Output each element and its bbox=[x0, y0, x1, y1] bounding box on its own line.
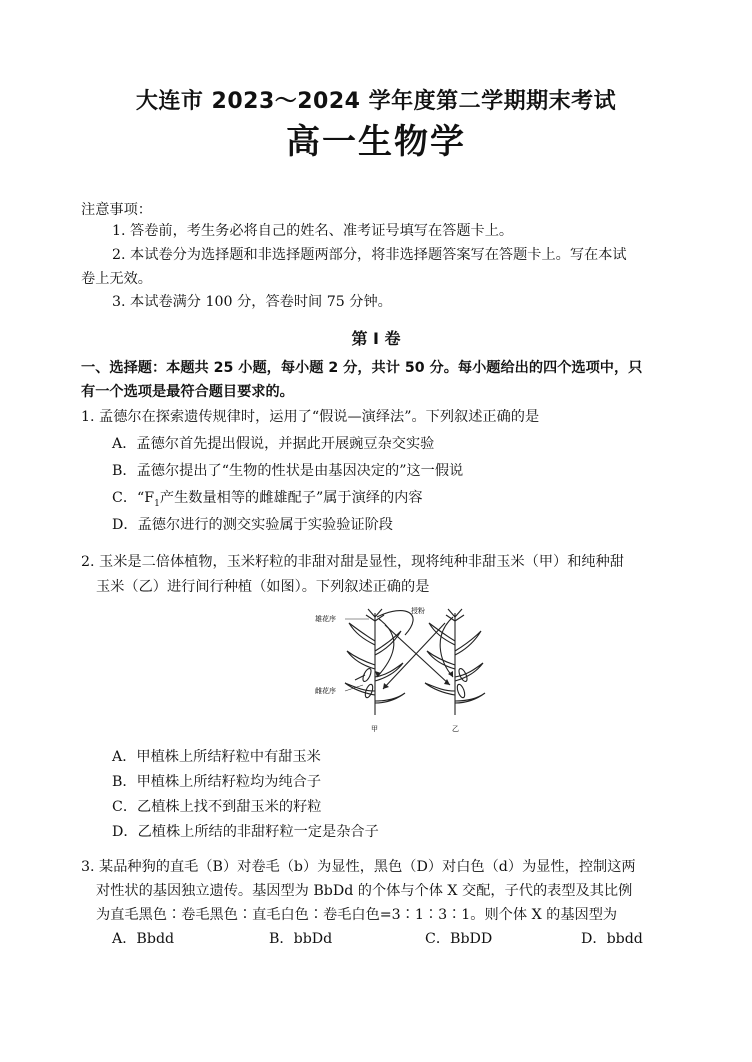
q1-option-a: A．孟德尔首先提出假说，并据此开展豌豆杂交实验 bbox=[112, 436, 435, 452]
q1-option-c: C．“$F_1$产生数量相等的雌雄配子”属于演绎的内容 bbox=[112, 490, 423, 509]
notice-item-1: 1. 答卷前，考生务必将自己的姓名、准考证号填写在答题卡上。 bbox=[112, 223, 514, 239]
q2-option-a: A．甲植株上所结籽粒中有甜玉米 bbox=[112, 749, 321, 765]
plant-jia bbox=[345, 609, 405, 715]
q3-option-c: C．BbDD bbox=[425, 931, 493, 947]
label-yi: 乙 bbox=[452, 725, 459, 733]
plant-yi bbox=[425, 609, 485, 715]
notice-item-2-cont: 卷上无效。 bbox=[81, 271, 152, 287]
q2-stem-cont: 玉米（乙）进行间行种植（如图）。下列叙述正确的是 bbox=[96, 579, 430, 595]
notice-item-3: 3. 本试卷满分 100 分，答卷时间 75 分钟。 bbox=[112, 294, 392, 310]
notice-item-2: 2. 本试卷分为选择题和非选择题两部分，将非选择题答案写在答题卡上。写在本试 bbox=[112, 247, 627, 263]
q2-option-d: D．乙植株上所结的非甜籽粒一定是杂合子 bbox=[112, 824, 379, 840]
q3-option-b: B．bbDd bbox=[269, 931, 333, 947]
label-jia: 甲 bbox=[371, 725, 378, 733]
q3-stem-cont-2: 为直毛黑色∶卷毛黑色∶直毛白色∶卷毛白色=3∶1∶3∶1。则个体 X 的基因型为 bbox=[96, 907, 618, 923]
corn-pollination-figure bbox=[305, 605, 505, 735]
q2-stem: 2. 玉米是二倍体植物，玉米籽粒的非甜对甜是显性，现将纯种非甜玉米（甲）和纯种甜 bbox=[81, 554, 624, 570]
q3-stem: 3. 某品种狗的直毛（B）对卷毛（b）为显性，黑色（D）对白色（d）为显性，控制这两 bbox=[81, 859, 636, 875]
section-instruction: 一、选择题：本题共 25 小题，每小题 2 分，共计 50 分。每小题给出的四个选项中，只 bbox=[81, 360, 643, 376]
label-female-inflorescence: 雌花序 bbox=[315, 687, 336, 695]
subject-title: 高一生物学 bbox=[286, 122, 466, 162]
section-title: 第 I 卷 bbox=[351, 329, 401, 348]
q3-option-a: A．Bbdd bbox=[112, 931, 175, 947]
notice-heading: 注意事项： bbox=[81, 202, 152, 218]
q1-option-d: D．孟德尔进行的测交实验属于实验验证阶段 bbox=[112, 517, 393, 533]
q2-option-c: C．乙植株上找不到甜玉米的籽粒 bbox=[112, 799, 322, 815]
label-male-inflorescence: 雄花序 bbox=[315, 615, 336, 623]
section-instruction-cont: 有一个选项是最符合题目要求的。 bbox=[81, 384, 294, 400]
label-pollination: 授粉 bbox=[411, 607, 425, 615]
q3-stem-cont-1: 对性状的基因独立遗传。基因型为 BbDd 的个体与个体 X 交配，子代的表型及其比例 bbox=[96, 883, 633, 899]
exam-title: 大连市 2023～2024 学年度第二学期期末考试 bbox=[135, 89, 617, 114]
q2-option-b: B．甲植株上所结籽粒均为纯合子 bbox=[112, 774, 322, 790]
q1-option-b: B．孟德尔提出了“生物的性状是由基因决定的”这一假说 bbox=[112, 463, 464, 479]
q3-option-d: D．bbdd bbox=[581, 931, 643, 947]
q1-stem: 1. 孟德尔在探索遗传规律时，运用了“假说—演绎法”。下列叙述正确的是 bbox=[81, 409, 540, 425]
